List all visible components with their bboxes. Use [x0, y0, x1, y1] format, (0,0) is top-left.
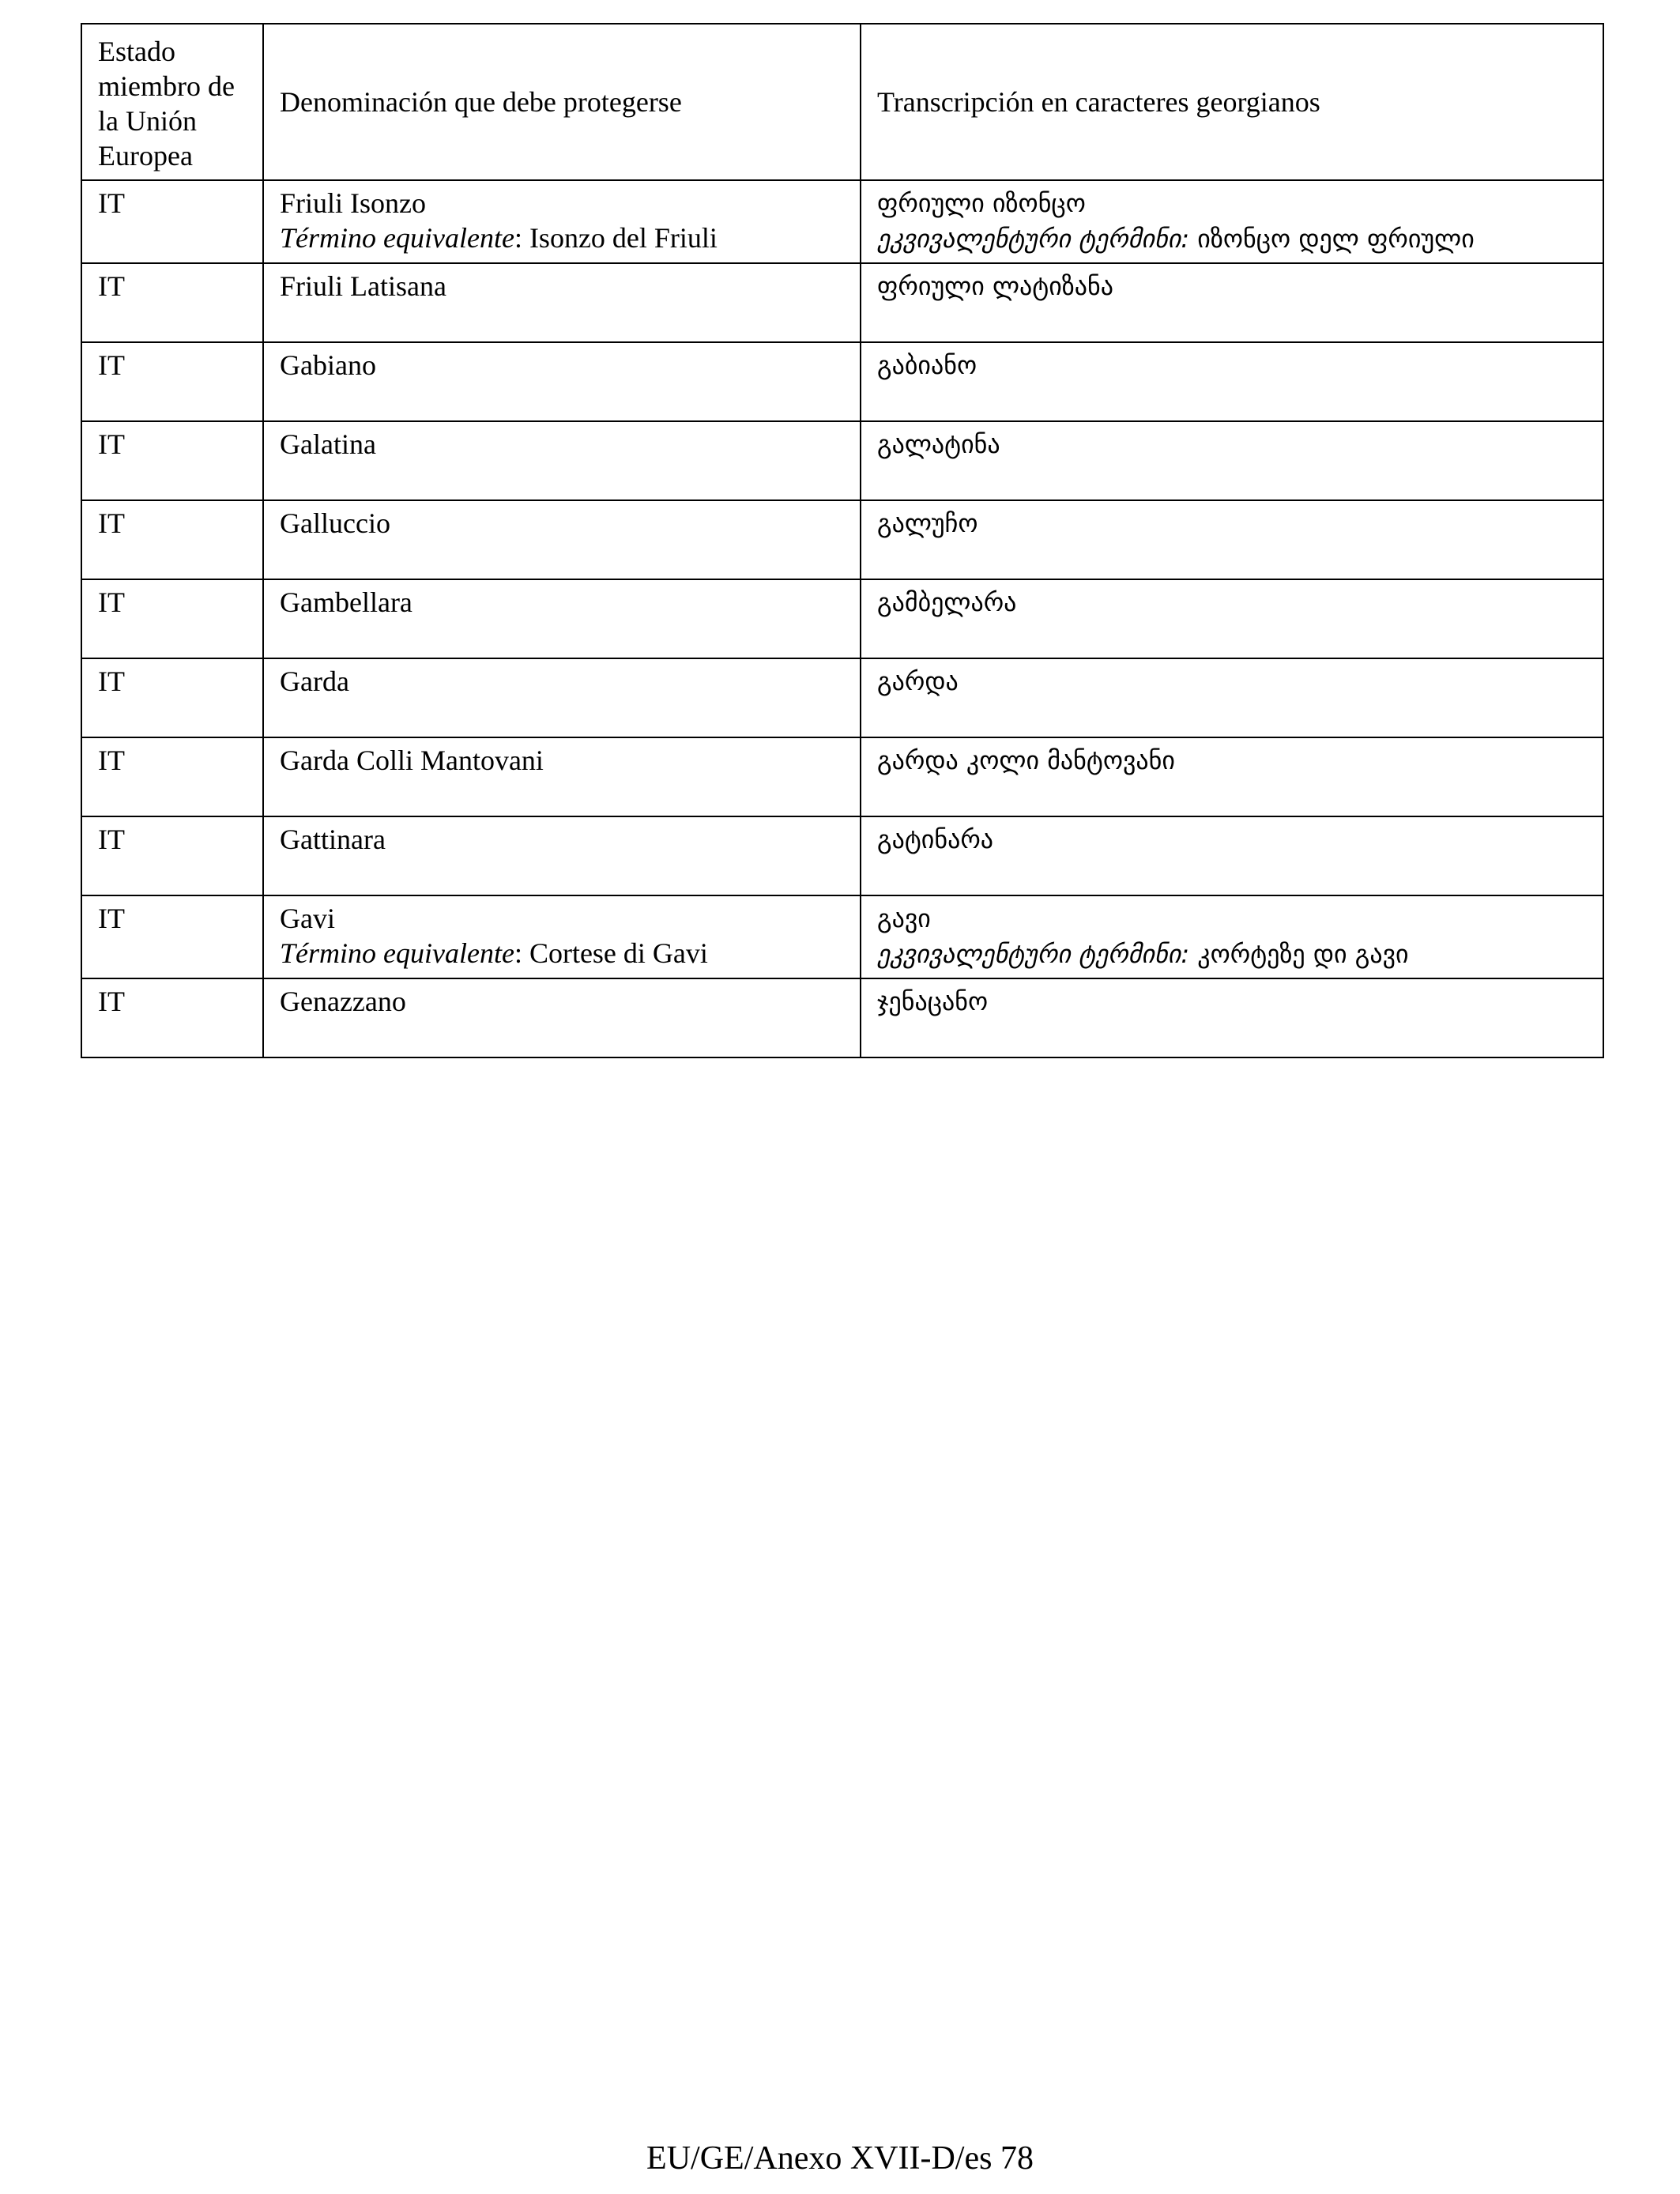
cell-georgian — [861, 895, 1603, 978]
cell-georgian: გარდა კოლი მანტოვანი — [861, 737, 1603, 816]
georgian-equivalent-line — [877, 221, 1587, 256]
cell-state: IT — [81, 737, 263, 816]
page-footer: EU/GE/Anexo XVII-D/es 78 — [646, 2140, 1034, 2177]
cell-name: Galluccio — [263, 500, 861, 579]
table-row — [81, 500, 1603, 579]
cell-name — [263, 895, 861, 978]
table-row — [81, 737, 1603, 816]
georgian-text: გავი — [877, 903, 931, 933]
georgian-equivalent-label: ეკვივალენტური ტერმინი: — [877, 939, 1190, 969]
equivalent-term-label: Término equivalente — [280, 937, 514, 969]
cell-georgian: ფრიული ლატიზანა — [861, 263, 1603, 342]
name-equivalent-line — [280, 221, 844, 255]
table-row — [81, 180, 1603, 263]
cell-state: IT — [81, 342, 263, 421]
cell-georgian: გაბიანო — [861, 342, 1603, 421]
table-row — [81, 342, 1603, 421]
cell-georgian: გალუჩო — [861, 500, 1603, 579]
geographical-indications-table — [81, 23, 1604, 1058]
cell-name: Garda — [263, 658, 861, 737]
cell-state: IT — [81, 978, 263, 1057]
table-row — [81, 895, 1603, 978]
georgian-equivalent-value: კორტეზე დი გავი — [1189, 939, 1409, 969]
cell-georgian: გარდა — [861, 658, 1603, 737]
cell-state: IT — [81, 180, 263, 263]
equivalent-term-label: Término equivalente — [280, 222, 514, 254]
header-georgian-transcription: Transcripción en caracteres georgianos — [861, 24, 1603, 180]
table-row — [81, 816, 1603, 895]
cell-georgian: გამბელარა — [861, 579, 1603, 658]
georgian-text: ფრიული იზონცო — [877, 188, 1086, 218]
georgian-equivalent-line — [877, 936, 1587, 971]
cell-state: IT — [81, 816, 263, 895]
name-equivalent-line — [280, 936, 844, 971]
cell-state: IT — [81, 579, 263, 658]
cell-georgian: გალატინა — [861, 421, 1603, 500]
table-header-row — [81, 24, 1603, 180]
cell-state: IT — [81, 895, 263, 978]
cell-name: Friuli Latisana — [263, 263, 861, 342]
name-text: Gavi — [280, 903, 335, 934]
cell-name — [263, 180, 861, 263]
table-row — [81, 579, 1603, 658]
table-row — [81, 421, 1603, 500]
cell-georgian: ჯენაცანო — [861, 978, 1603, 1057]
georgian-equivalent-value: იზონცო დელ ფრიული — [1189, 224, 1475, 254]
cell-name: Gattinara — [263, 816, 861, 895]
cell-georgian — [861, 180, 1603, 263]
header-member-state: Estado miembro de la Unión Europea — [81, 24, 263, 180]
cell-georgian: გატინარა — [861, 816, 1603, 895]
cell-name: Garda Colli Mantovani — [263, 737, 861, 816]
cell-state: IT — [81, 500, 263, 579]
table-row — [81, 263, 1603, 342]
equivalent-term-value: : Cortese di Gavi — [514, 937, 708, 969]
header-name-to-protect: Denominación que debe protegerse — [263, 24, 861, 180]
cell-state: IT — [81, 658, 263, 737]
cell-name: Genazzano — [263, 978, 861, 1057]
cell-name: Gabiano — [263, 342, 861, 421]
cell-name: Galatina — [263, 421, 861, 500]
georgian-equivalent-label: ეკვივალენტური ტერმინი: — [877, 224, 1190, 254]
table-row — [81, 658, 1603, 737]
cell-name: Gambellara — [263, 579, 861, 658]
cell-state: IT — [81, 421, 263, 500]
equivalent-term-value: : Isonzo del Friuli — [514, 222, 718, 254]
table-row — [81, 978, 1603, 1057]
cell-state: IT — [81, 263, 263, 342]
name-text: Friuli Isonzo — [280, 187, 426, 219]
